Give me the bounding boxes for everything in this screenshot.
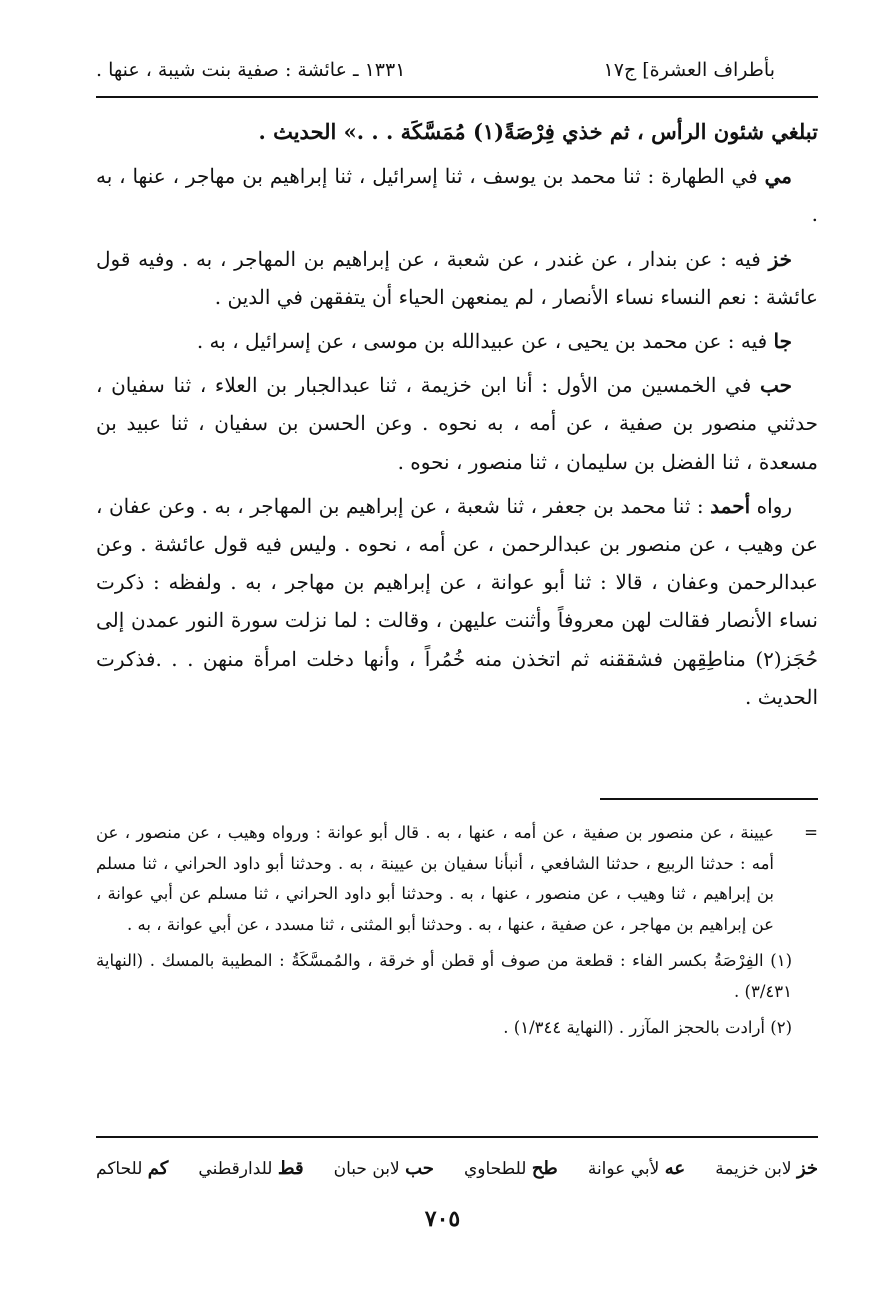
paragraph-hb: [96, 366, 818, 481]
abbrev-item: [464, 1158, 558, 1179]
footnote-continuation: [96, 818, 818, 940]
footnote-continuation-text: عيينة ، عن منصور بن صفية ، عن أمه ، عنها ، به . قال أبو عوانة : ورواه وهيب ، عن منصور ، عن أمه : حدثنا الربيع ، حدثنا الشافعي ، أنبأنا سفيان بن عيينة ، به . وحدثنا أبو داود الحراني ، ثنا مسلم بن إبراهيم ، ثنا وهيب ، عن منصور ، عنها ، به . وحدثنا أبو داود الحراني ، ثنا مسلم عن أبي عوانة ، عن إبراهيم بن مهاجر ، عن صفية ، عنها ، به . وحدثنا أبو المثنى ، ثنا مسدد ، عن أبي عوانة ، به .: [96, 823, 774, 934]
paragraph-hb-text: في الخمسين من الأول : أنا ابن خزيمة ، ثنا عبدالجبار بن العلاء ، ثنا سفيان ، حدثني منصور بن صفية ، عن أمه ، به نحوه . وعن الحسن بن سفيان ، ثنا عبيد بن مسعدة ، ثنا الفضل بن سليمان ، ثنا منصور ، نحوه .: [96, 373, 818, 474]
abbrev-code: قط: [277, 1157, 304, 1179]
paragraph-mi: [96, 157, 818, 233]
footnote-2: (٢) أرادت بالحجز المآزر . (النهاية ١/٣٤٤) .: [503, 1018, 792, 1037]
paragraph-ahmad: [96, 487, 818, 716]
hadith-ending: تبلغي شئون الرأس ، ثم خذي فِرْصَةً(١) مُمَسَّكَة . . .» الحديث .: [258, 119, 818, 144]
footnote-1: (١) الفِرْصَةُ بكسر الفاء : قطعة من صوف أو قطن أو خرقة ، والمُمسَّكَةُ : المطيبة بالمسك . (النهاية ٣/٤٣١) .: [96, 951, 792, 1001]
paragraph-ja-text: فيه : عن محمد بن يحيى ، عن عبيدالله بن موسى ، عن إسرائيل ، به .: [196, 329, 774, 354]
entry-title: ١٣٣١ ـ عائشة : صفية بنت شيبة ، عنها .: [96, 59, 406, 81]
abbrev-item: [198, 1158, 303, 1179]
source-code-hb: حب: [759, 373, 792, 398]
abbrev-label: لابن حبان: [333, 1158, 400, 1179]
paragraph-ahmad-lead: رواه: [750, 493, 792, 518]
footnotes: [96, 818, 818, 1050]
source-code-mi: مي: [764, 164, 792, 189]
paragraph-ahmad-text: : ثنا محمد بن جعفر ، ثنا شعبة ، عن إبراهيم بن المهاجر ، به . وعن عفان ، عن وهيب ، عن منصور بن عبدالرحمن ، عن أمه ، نحوه . وليس فيه قول عائشة . وعن عبدالرحمن وعفان ، قالا : ثنا أبو عوانة ، عن إبراهيم بن مهاجر ، به . ولفظه : ذكرت نساء الأنصار فقالت لهن معروفاً وأثنت عليهن ، وقالت : لما نزلت سورة النور عمدن إلى حُجَز(٢) مناطِقِهن فشققنه ثم اتخذن منه خُمُراً ، وأنها دخلت امرأة منهن . . .فذكرت الحديث .: [96, 493, 818, 709]
abbrev-label: للحاكم: [96, 1158, 143, 1179]
header-rule: [96, 96, 818, 98]
abbrev-label: لأبي عوانة: [587, 1158, 660, 1179]
abbrev-item: [334, 1158, 434, 1179]
abbrev-label: للدارقطني: [198, 1158, 273, 1179]
page-number: ٧٠٥: [424, 1206, 461, 1232]
paragraph-khuz: [96, 240, 818, 316]
main-text: [96, 113, 818, 722]
page-header: [96, 50, 775, 90]
source-code-ja: جا: [773, 329, 792, 354]
abbrev-item: [715, 1158, 818, 1179]
abbreviations-key: [96, 1150, 818, 1186]
abbrev-code: كم: [147, 1157, 169, 1179]
continuation-mark: =: [804, 823, 818, 842]
source-code-khuz: خز: [768, 246, 793, 271]
abbrev-code: حب: [405, 1157, 434, 1179]
abbrev-item: [588, 1158, 685, 1179]
abbreviations-rule: [96, 1136, 818, 1138]
paragraph-mi-text: في الطهارة : ثنا محمد بن يوسف ، ثنا إسرائيل ، ثنا إبراهيم بن مهاجر ، عنها ، به .: [96, 164, 818, 227]
abbrev-label: لابن خزيمة: [715, 1158, 792, 1179]
abbrev-code: عه: [664, 1157, 686, 1179]
abbrev-code: طح: [531, 1157, 558, 1179]
running-title: بأطراف العشرة] ج١٧: [603, 59, 775, 81]
footnote-rule: [600, 798, 818, 800]
abbrev-label: للطحاوي: [463, 1158, 527, 1179]
abbrev-item: [96, 1158, 168, 1179]
abbrev-code: خز: [796, 1157, 818, 1179]
paragraph-ja: [96, 322, 818, 360]
paragraph-khuz-text: فيه : عن بندار ، عن غندر ، عن شعبة ، عن إبراهيم بن المهاجر ، به . وفيه قول عائشة : نعم النساء نساء الأنصار ، لم يمنعهن الحياء أن يتفقهن في الدين .: [96, 246, 818, 309]
source-name-ahmad: أحمد: [710, 493, 751, 518]
